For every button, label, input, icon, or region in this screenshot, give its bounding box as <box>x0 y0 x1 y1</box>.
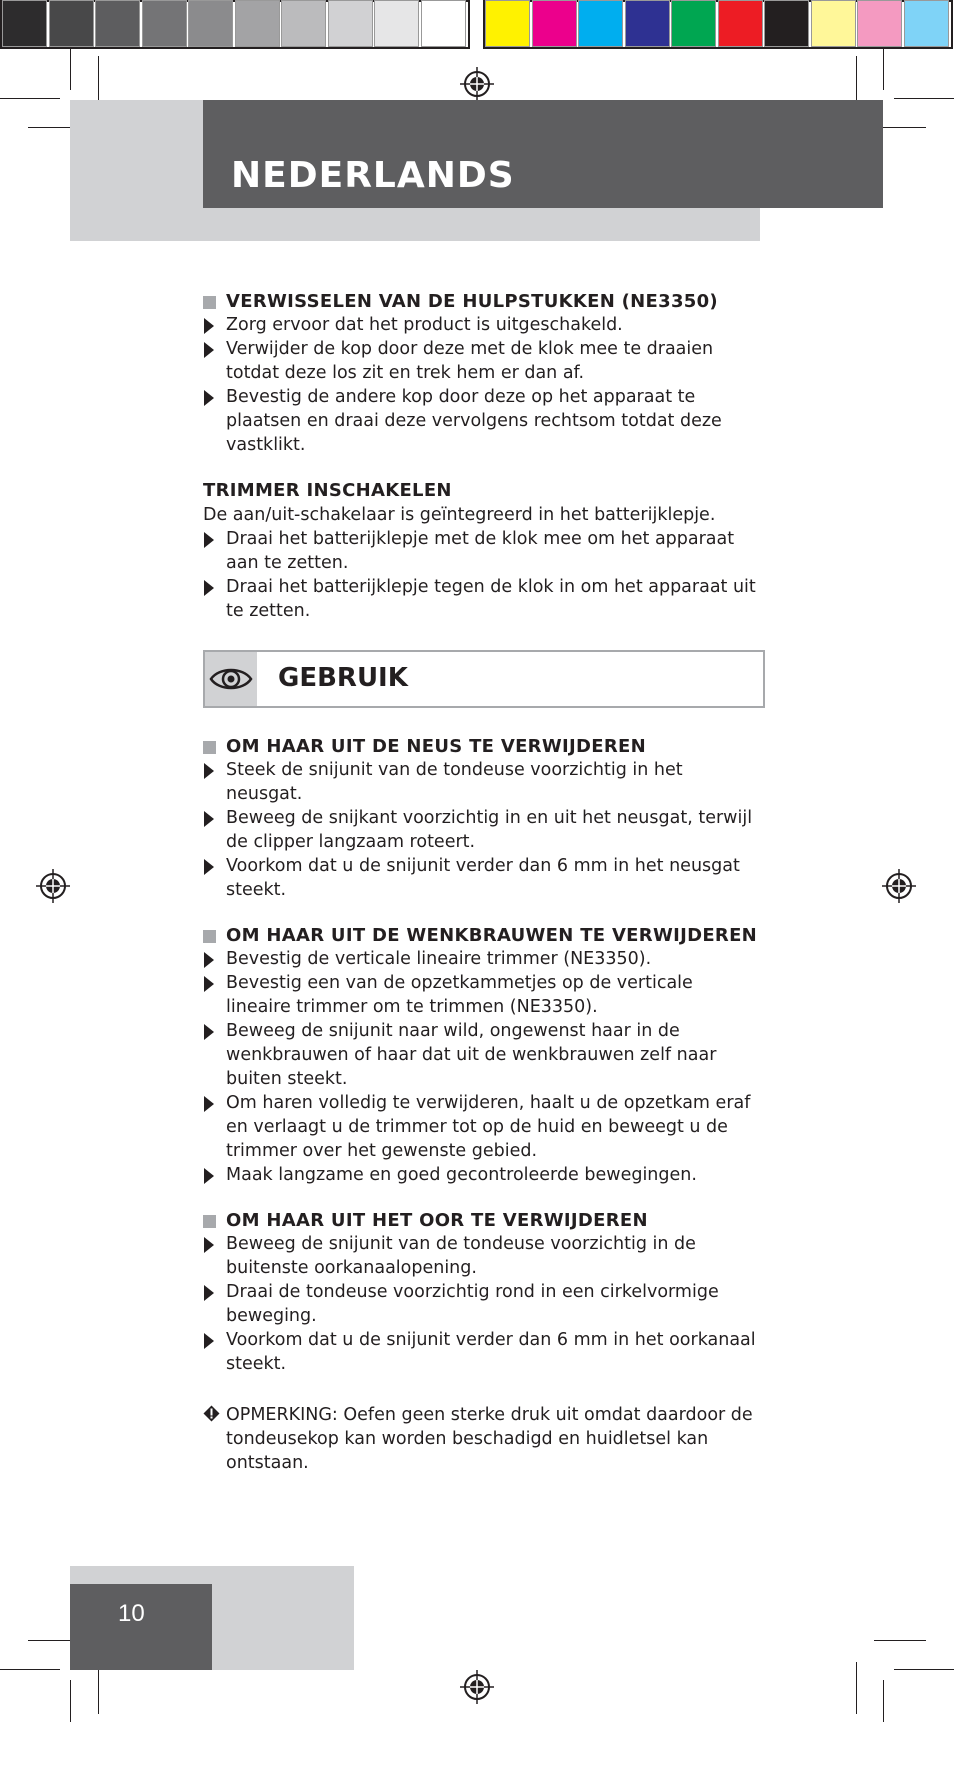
crop-mark <box>70 1680 71 1722</box>
list-item: Om haren volledig te verwijderen, haalt u de opzetkam eraf en verlaagt u de trimmer tot op de huid en beweegt u de trimmer over het gewenste gebied. <box>203 1091 763 1163</box>
section-heading: OM HAAR UIT DE NEUS TE VERWIJDEREN <box>203 735 763 758</box>
triangle-bullet-icon <box>204 390 214 406</box>
triangle-bullet-icon <box>204 859 214 875</box>
main-content <box>203 290 763 1475</box>
triangle-bullet-icon <box>204 1096 214 1112</box>
gray-swatch <box>49 0 94 47</box>
crop-mark <box>0 1669 60 1670</box>
gebruik-title: GEBRUIK <box>278 663 408 693</box>
list-item: Beweeg de snijkant voorzichtig in en uit het neusgat, terwijl de clipper langzaam roteert. <box>203 806 763 854</box>
gray-swatch <box>374 0 419 47</box>
triangle-bullet-icon <box>204 976 214 992</box>
bullet-list <box>203 1232 763 1376</box>
registration-mark-icon <box>460 1670 494 1704</box>
triangle-bullet-icon <box>204 1285 214 1301</box>
crop-mark <box>856 1662 857 1714</box>
page-number: 10 <box>118 1600 145 1627</box>
page-title: NEDERLANDS <box>231 155 515 196</box>
bullet-list <box>203 758 763 902</box>
crop-mark <box>70 48 71 90</box>
list-item: Voorkom dat u de snijunit verder dan 6 mm in het oorkanaal steekt. <box>203 1328 763 1376</box>
color-calibration-bar <box>0 0 954 50</box>
color-swatch <box>718 0 763 47</box>
list-item: Beweeg de snijunit naar wild, ongewenst haar in de wenkbrauwen of haar dat uit de wenkbrauwen zelf naar buiten steekt. <box>203 1019 763 1091</box>
color-swatch <box>857 0 902 47</box>
triangle-bullet-icon <box>204 1024 214 1040</box>
square-bullet-icon <box>203 930 216 943</box>
color-swatch <box>625 0 670 47</box>
section-heading: OM HAAR UIT HET OOR TE VERWIJDEREN <box>203 1209 763 1232</box>
triangle-bullet-icon <box>204 1168 214 1184</box>
gray-swatch <box>328 0 373 47</box>
triangle-bullet-icon <box>204 1237 214 1253</box>
gray-swatch <box>281 0 326 47</box>
list-item: Draai het batterijklepje tegen de klok in om het apparaat uit te zetten. <box>203 575 763 623</box>
color-swatch <box>578 0 623 47</box>
triangle-bullet-icon <box>204 763 214 779</box>
list-item: Maak langzame en goed gecontroleerde bewegingen. <box>203 1163 763 1187</box>
color-swatch <box>764 0 809 47</box>
list-item: Draai de tondeuse voorzichtig rond in een cirkelvormige beweging. <box>203 1280 763 1328</box>
list-item: Voorkom dat u de snijunit verder dan 6 mm in het neusgat steekt. <box>203 854 763 902</box>
crop-mark <box>883 1680 884 1722</box>
triangle-bullet-icon <box>204 952 214 968</box>
triangle-bullet-icon <box>204 532 214 548</box>
section-heading: OM HAAR UIT DE WENKBRAUWEN TE VERWIJDEREN <box>203 924 763 947</box>
gray-swatch <box>421 0 466 47</box>
bullet-list <box>203 313 763 457</box>
crop-mark <box>894 1669 954 1670</box>
square-bullet-icon <box>203 1215 216 1228</box>
list-item: Bevestig de andere kop door deze op het apparaat te plaatsen en draai deze vervolgens rechtsom totdat deze vastklikt. <box>203 385 763 457</box>
warning-diamond-icon <box>203 1405 220 1422</box>
triangle-bullet-icon <box>204 811 214 827</box>
list-item: Steek de snijunit van de tondeuse voorzichtig in het neusgat. <box>203 758 763 806</box>
registration-mark-icon <box>460 67 494 101</box>
square-bullet-icon <box>203 296 216 309</box>
gebruik-banner <box>203 650 765 708</box>
list-item: Zorg ervoor dat het product is uitgeschakeld. <box>203 313 763 337</box>
gray-swatch <box>188 0 233 47</box>
section-heading: VERWISSELEN VAN DE HULPSTUKKEN (NE3350) <box>203 290 763 313</box>
gray-swatch <box>142 0 187 47</box>
gray-swatch <box>95 0 140 47</box>
triangle-bullet-icon <box>204 342 214 358</box>
color-swatch <box>671 0 716 47</box>
color-swatch <box>532 0 577 47</box>
square-bullet-icon <box>203 741 216 754</box>
note-text: OPMERKING: Oefen geen sterke druk uit omdat daardoor de tondeusekop kan worden beschadigd en huidletsel kan ontstaan. <box>226 1405 753 1473</box>
eye-icon <box>205 652 257 706</box>
crop-mark <box>894 98 954 99</box>
triangle-bullet-icon <box>204 318 214 334</box>
list-item: Draai het batterijklepje met de klok mee om het apparaat aan te zetten. <box>203 527 763 575</box>
crop-mark <box>874 1640 926 1641</box>
triangle-bullet-icon <box>204 580 214 596</box>
color-swatch <box>904 0 949 47</box>
color-swatch <box>811 0 856 47</box>
eye-icon-cell <box>205 652 257 706</box>
triangle-bullet-icon <box>204 1333 214 1349</box>
crop-mark <box>883 48 884 90</box>
list-item: Verwijder de kop door deze met de klok mee te draaien totdat deze los zit en trek hem er dan af. <box>203 337 763 385</box>
bullet-list <box>203 527 763 623</box>
color-swatch <box>485 0 530 47</box>
registration-mark-icon <box>882 869 916 903</box>
list-item: Beweeg de snijunit van de tondeuse voorzichtig in de buitenste oorkanaalopening. <box>203 1232 763 1280</box>
list-item: Bevestig de verticale lineaire trimmer (NE3350). <box>203 947 763 971</box>
section-intro: De aan/uit-schakelaar is geïntegreerd in het batterijklepje. <box>203 505 716 525</box>
note <box>203 1403 763 1475</box>
gray-swatch <box>2 0 47 47</box>
list-item: Bevestig een van de opzetkammetjes op de verticale lineaire trimmer om te trimmen (NE3350). <box>203 971 763 1019</box>
crop-mark <box>0 98 60 99</box>
gray-swatch <box>235 0 280 47</box>
registration-mark-icon <box>36 869 70 903</box>
section-heading: TRIMMER INSCHAKELEN <box>203 480 452 501</box>
bullet-list <box>203 947 763 1187</box>
